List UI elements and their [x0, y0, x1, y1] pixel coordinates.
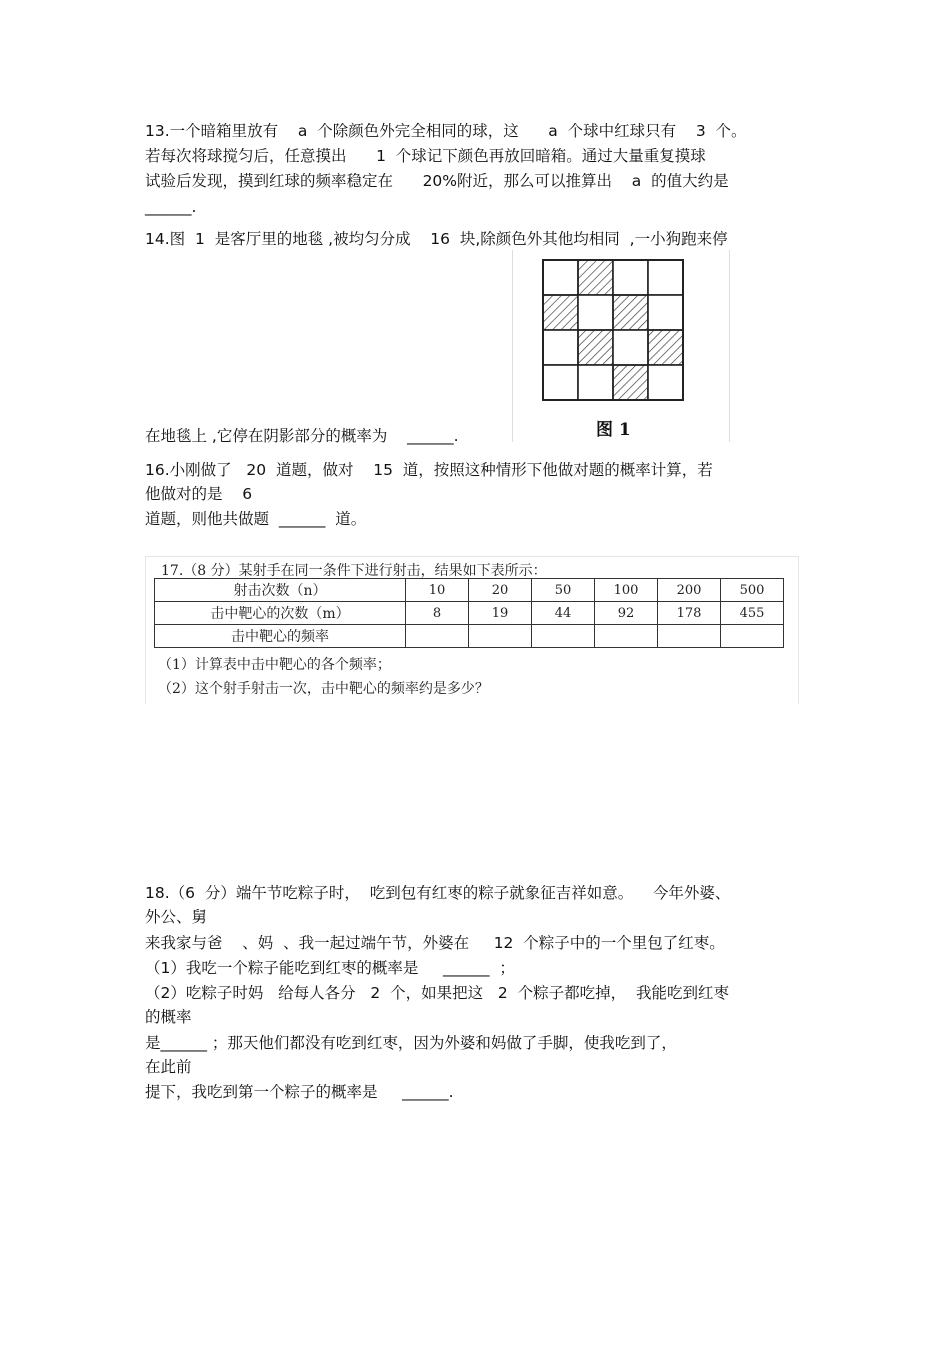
q18-line-5: （2）吃粽子时妈 给每人各分 2 个，如果把这 2 个粽子都吃掉， 我能吃到红枣 — [145, 984, 729, 1002]
q17-subquestion-2: （2）这个射手射击一次，击中靶心的频率约是多少？ — [158, 681, 489, 697]
shaded-cell — [578, 330, 613, 365]
hits-cell: 19 — [469, 602, 532, 625]
blank-cell — [578, 365, 613, 400]
hits-cell: 455 — [721, 602, 784, 625]
q16-line-2: 他做对的是 6 — [145, 485, 253, 503]
q18-line-1: 18.（6 分）端午节吃粽子时， 吃到包有红枣的粽子就象征吉祥如意。 今年外婆、 — [145, 884, 731, 902]
shaded-cell — [648, 330, 683, 365]
blank-cell — [543, 260, 578, 295]
blank-cell — [543, 365, 578, 400]
blank-cell — [648, 260, 683, 295]
blank-cell — [648, 295, 683, 330]
frequency-blank-cell — [721, 625, 784, 648]
shaded-cell — [613, 295, 648, 330]
q18-line-4: （1）我吃一个粽子能吃到红枣的概率是 ______ ； — [145, 959, 515, 977]
shaded-cell — [543, 295, 578, 330]
carpet-figure — [512, 250, 730, 442]
shots-cell: 50 — [532, 579, 595, 602]
q18-line-9: 提下，我吃到第一个粽子的概率是 ______. — [145, 1083, 454, 1101]
q13-line-1: 13.一个暗箱里放有 a 个除颜色外完全相同的球，这 a 个球中红球只有 3 个。 — [145, 122, 747, 140]
shaded-cell — [578, 260, 613, 295]
table-row — [155, 625, 784, 648]
frequency-blank-cell — [658, 625, 721, 648]
blank-cell — [613, 330, 648, 365]
hits-cell: 178 — [658, 602, 721, 625]
row-label-frequency: 击中靶心的频率 — [155, 625, 406, 648]
blank-cell — [578, 295, 613, 330]
hits-cell: 92 — [595, 602, 658, 625]
shots-cell: 200 — [658, 579, 721, 602]
frequency-blank-cell — [406, 625, 469, 648]
frequency-blank-cell — [595, 625, 658, 648]
shooting-table — [154, 578, 784, 648]
row-label-hits: 击中靶心的次数（m） — [155, 602, 406, 625]
shaded-cell — [613, 365, 648, 400]
q18-line-8: 在此前 — [145, 1058, 192, 1076]
shots-cell: 10 — [406, 579, 469, 602]
hits-cell: 8 — [406, 602, 469, 625]
q17-title: 17.（8 分）某射手在同一条件下进行射击，结果如下表所示： — [161, 563, 547, 579]
q18-line-7: 是______ ；那天他们都没有吃到红枣，因为外婆和妈做了手脚，使我吃到了， — [145, 1034, 677, 1052]
q14-line-1: 14.图 1 是客厅里的地毯 ,被均匀分成 16 块,除颜色外其他均相同 ,一小狗跑来停 — [145, 230, 728, 248]
blank-cell — [648, 365, 683, 400]
shots-cell: 20 — [469, 579, 532, 602]
carpet-grid — [513, 250, 729, 442]
blank-cell — [613, 260, 648, 295]
hits-cell: 44 — [532, 602, 595, 625]
q18-line-2: 外公、舅 — [145, 908, 208, 926]
q17-block — [145, 556, 799, 704]
row-label-shots: 射击次数（n） — [155, 579, 406, 602]
q13-line-4: ______. — [145, 198, 197, 216]
shots-cell: 500 — [721, 579, 784, 602]
table-row — [155, 579, 784, 602]
blank-cell — [543, 330, 578, 365]
q14-line-2: 在地毯上 ,它停在阴影部分的概率为 ______. — [145, 427, 459, 445]
q16-line-3: 道题，则他共做题 ______ 道。 — [145, 510, 367, 528]
q13-line-3: 试验后发现，摸到红球的频率稳定在 20%附近，那么可以推算出 a 的值大约是 — [145, 172, 729, 190]
q16-line-1: 16.小刚做了 20 道题，做对 15 道，按照这种情形下他做对题的概率计算，若 — [145, 461, 713, 479]
q13-line-2: 若每次将球搅匀后，任意摸出 1 个球记下颜色再放回暗箱。通过大量重复摸球 — [145, 147, 706, 165]
shots-cell: 100 — [595, 579, 658, 602]
frequency-blank-cell — [469, 625, 532, 648]
q18-line-3: 来我家与爸 、妈 、我一起过端午节，外婆在 12 个粽子中的一个里包了红枣。 — [145, 934, 725, 952]
table-row — [155, 602, 784, 625]
figure-caption: 图 1 — [596, 420, 631, 440]
frequency-blank-cell — [532, 625, 595, 648]
q18-line-6: 的概率 — [145, 1008, 192, 1026]
q17-subquestion-1: （1）计算表中击中靶心的各个频率； — [158, 657, 391, 673]
